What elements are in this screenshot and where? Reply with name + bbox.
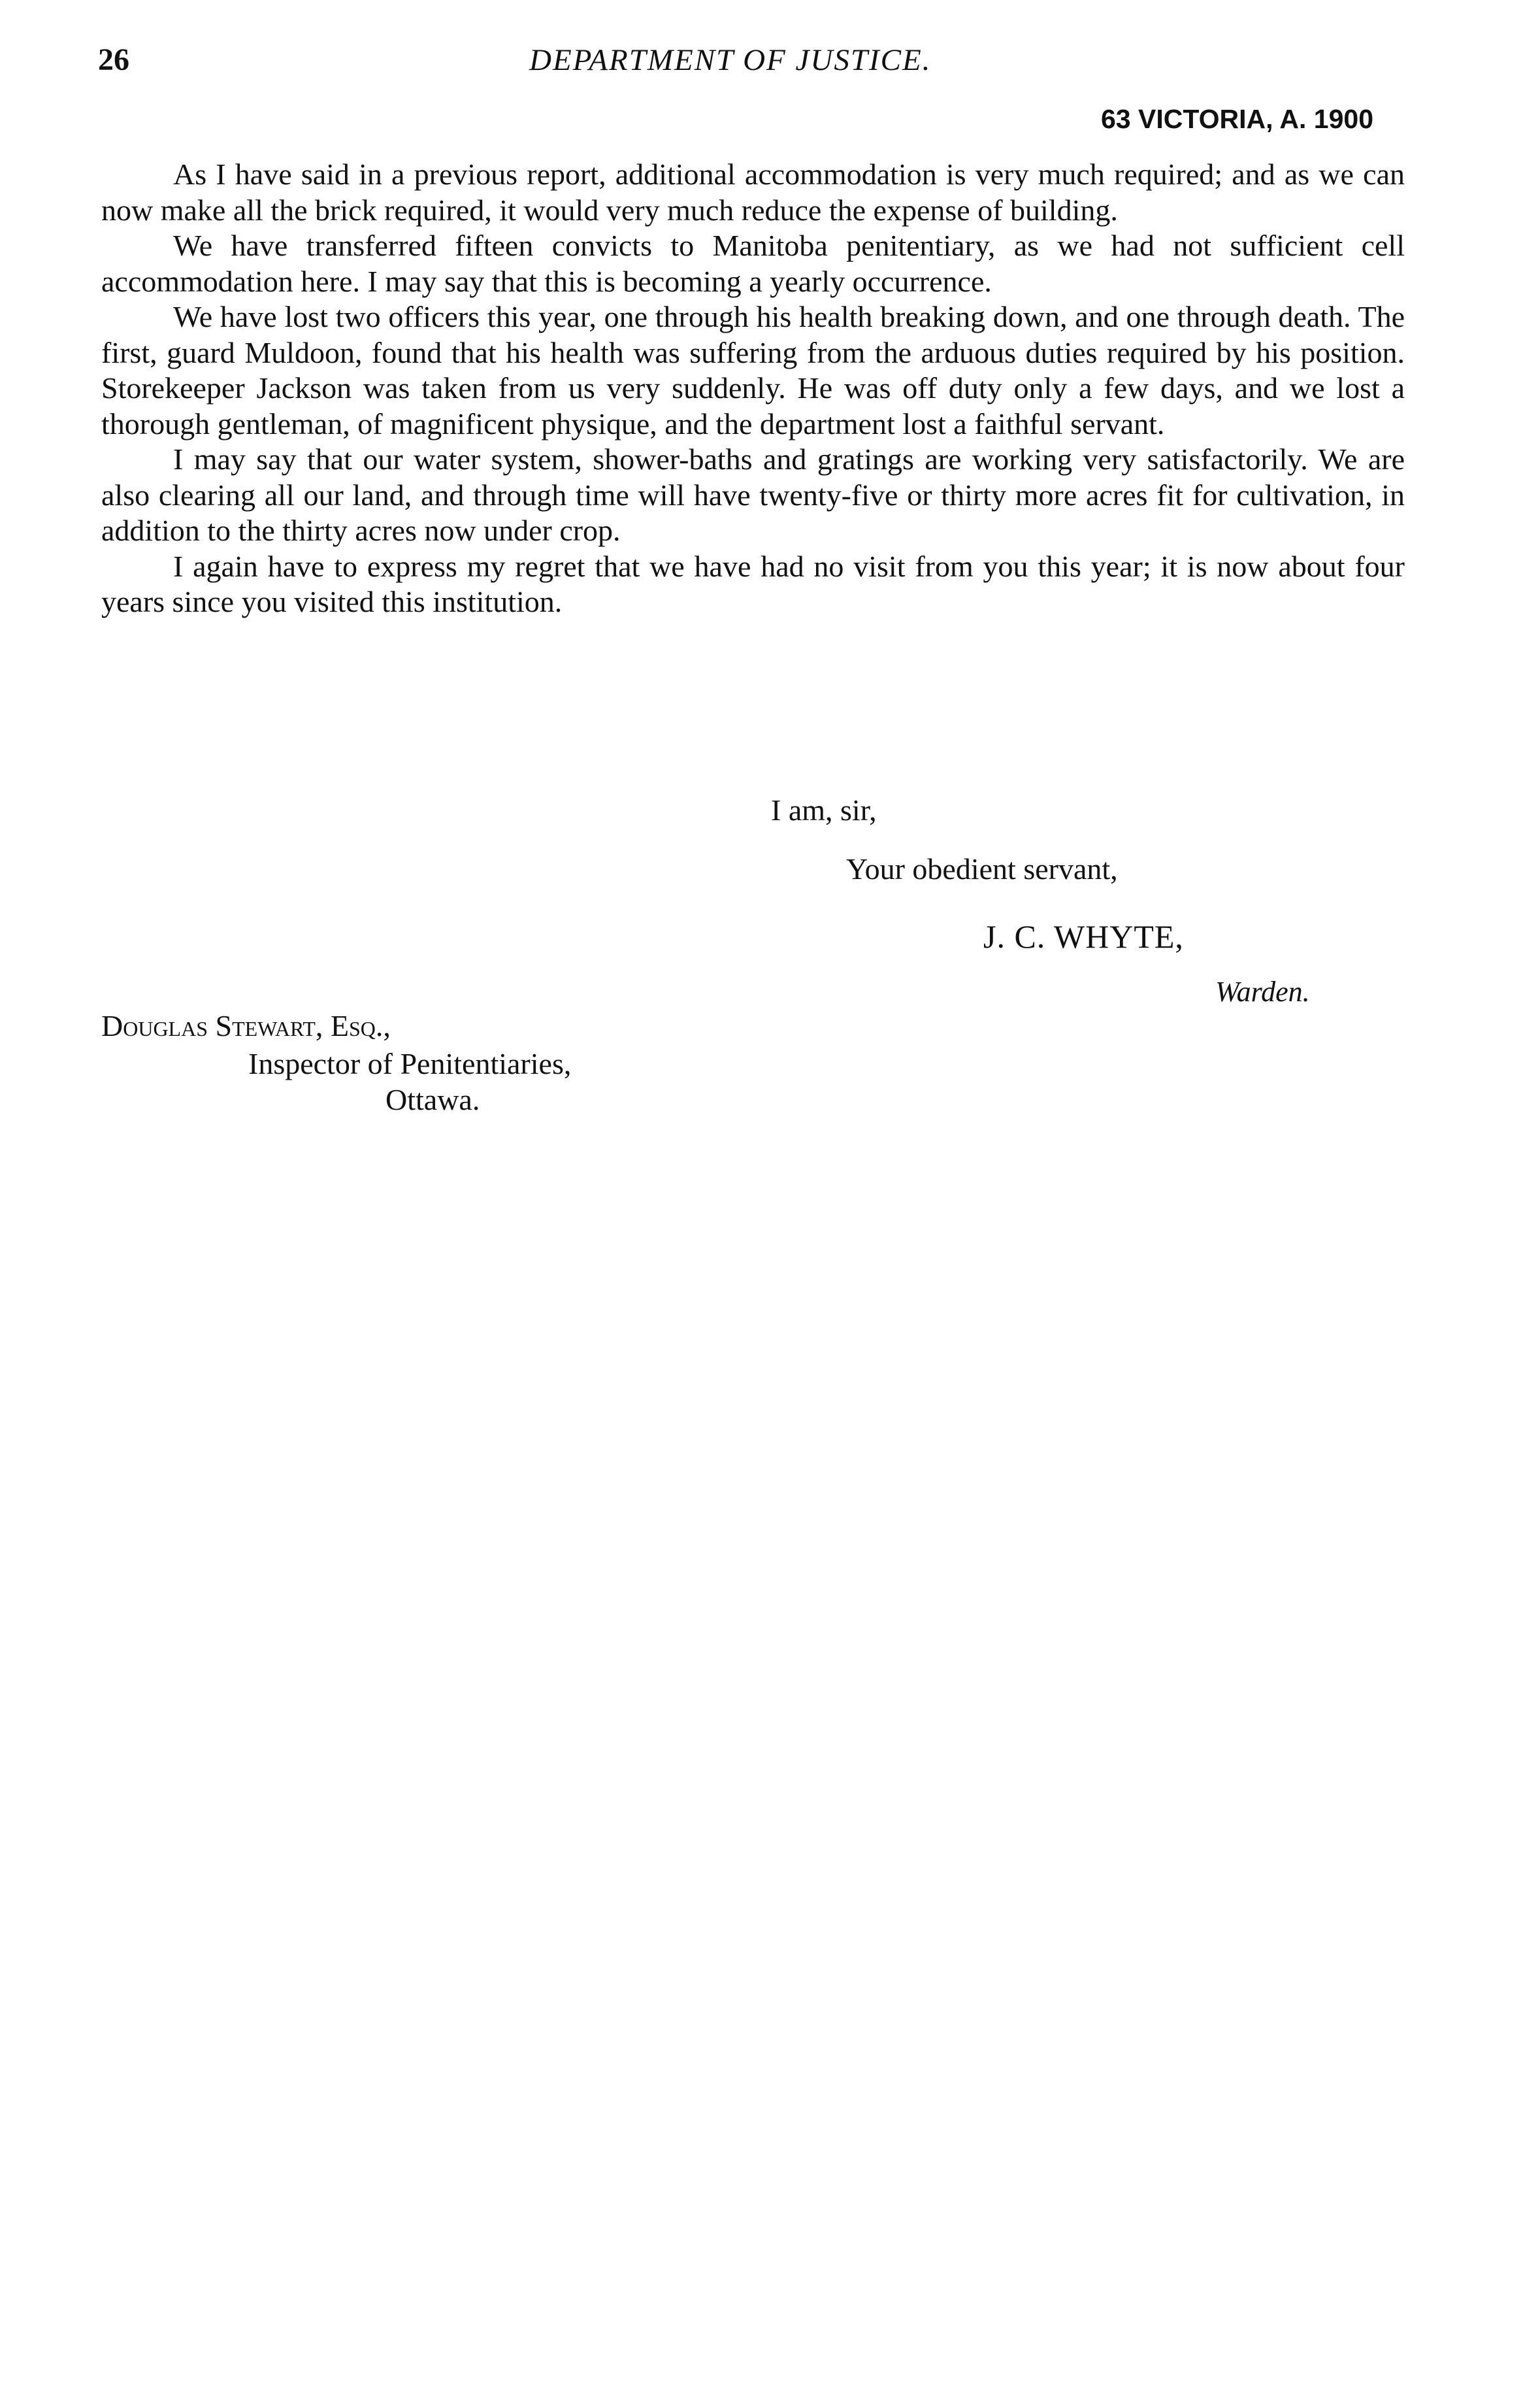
paragraph-officers: We have lost two officers this year, one through his health breaking down, and one through death. The first, guard Muldoon, found that his health was suffering from the arduous duties required by his position. Storekeeper Jackson was taken from us very suddenly. He was off duty only a few days, and we lost a thorough gentleman, of magnificent physique, and the department lost a faithful servant. [101, 300, 1405, 440]
paragraph-regret: I again have to express my regret that we have had no visit from you this year; it is now about four years since you visited this institution. [101, 549, 1405, 618]
page-number: 26 [98, 42, 129, 77]
running-head: DEPARTMENT OF JUSTICE. [529, 43, 932, 77]
paragraph-accommodation: As I have said in a previous report, additional accommodation is very much required; and as we can now make all the brick required, it would very much reduce the expense of building. [101, 158, 1405, 227]
paragraph-transfers: We have transferred fifteen convicts to Manitoba penitentiary, as we had not sufficient cell accommodation here. I may say that this is becoming a yearly occurrence. [101, 229, 1405, 298]
signature: J. C. WHYTE, [983, 918, 1184, 955]
addressee-place: Ottawa. [385, 1083, 480, 1116]
paragraph-water-system: I may say that our water system, shower-baths and gratings are working very satisfactorily. We are also clearing all our land, and through time will have twenty-five or thirty more acres fit for cultivation, in addition to the thirty acres now under crop. [101, 442, 1405, 547]
closing-salutation: I am, sir, [771, 793, 877, 827]
letter-body [101, 157, 1405, 620]
closing-complimentary: Your obedient servant, [846, 852, 1118, 886]
signature-title: Warden. [1215, 976, 1310, 1008]
addressee-title: Inspector of Penitentiaries, [248, 1047, 572, 1080]
addressee-name: Douglas Stewart, Esq., [101, 1009, 391, 1042]
session-line: 63 VICTORIA, A. 1900 [1101, 104, 1374, 134]
